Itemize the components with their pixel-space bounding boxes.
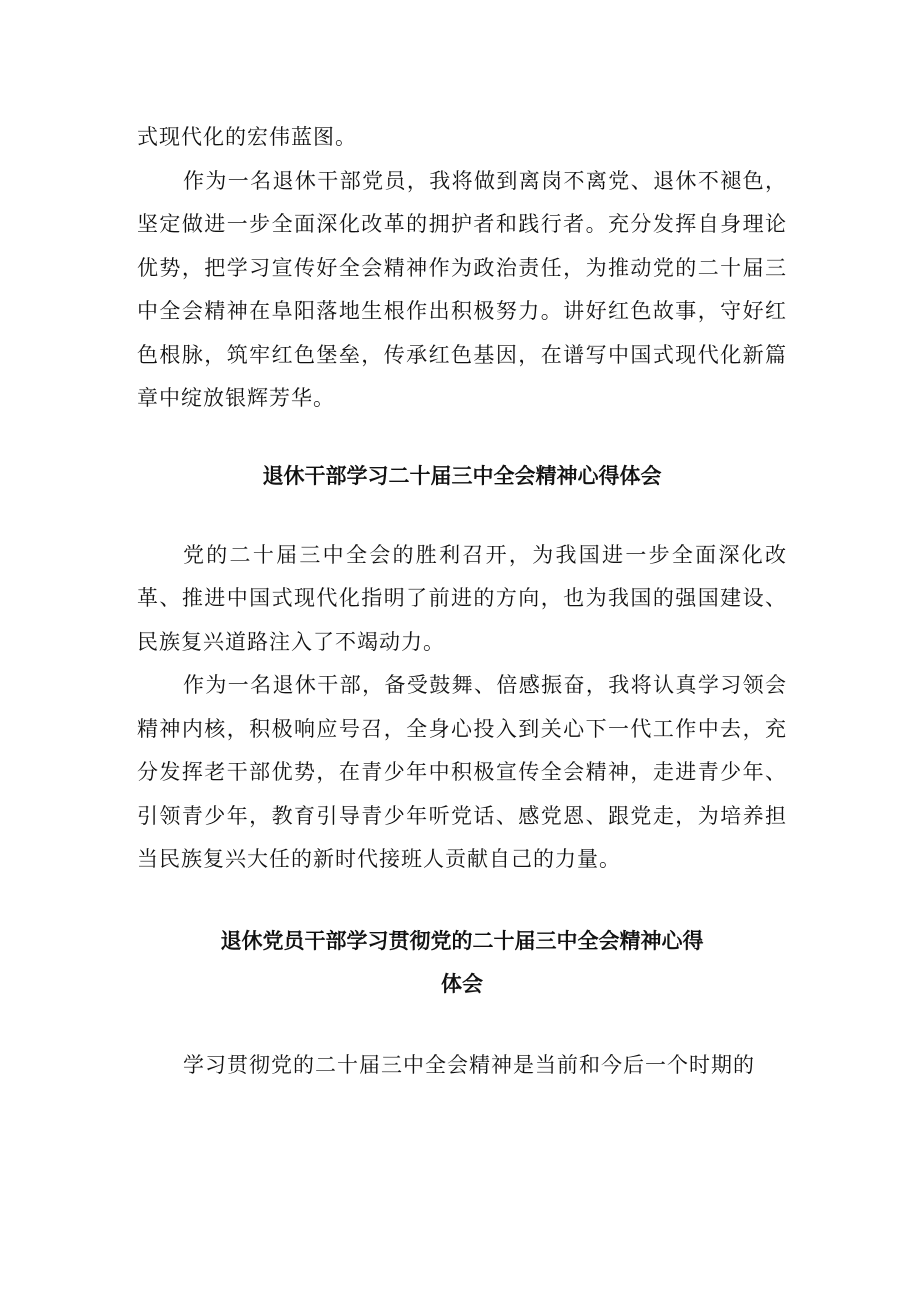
paragraph-study-opening: 学习贯彻党的二十届三中全会精神是当前和今后一个时期的 bbox=[183, 1052, 755, 1077]
section-heading-2 bbox=[137, 920, 787, 1006]
section-heading-2-line2: 体会 bbox=[441, 971, 483, 996]
paragraph-intro-tail: 式现代化的宏伟蓝图。 bbox=[137, 125, 357, 149]
paragraph-youth-work: 作为一名退休干部，备受鼓舞、倍感振奋，我将认真学习领会精神内核，积极响应号召，全身心投入到关心下一代工作中去，充分发挥老干部优势，在青少年中积极宣传全会精神，走进青少年、引领青少年，教育引导青少年听党话、感党恩、跟党走，为培养担当民族复兴大任的新时代接班人贡献自己的力量。 bbox=[137, 673, 787, 871]
paragraph-retired-cadre-commitment: 作为一名退休干部党员，我将做到离岗不离党、退休不褪色，坚定做进一步全面深化改革的拥护者和践行者。充分发挥自身理论优势，把学习宣传好全会精神作为政治责任，为推动党的二十届三中全会精神在阜阳落地生根作出积极努力。讲好红色故事，守好红色根脉，筑牢红色堡垒，传承红色基因，在谱写中国式现代化新篇章中绽放银辉芳华。 bbox=[137, 168, 787, 410]
paragraph-plenum-significance: 党的二十届三中全会的胜利召开，为我国进一步全面深化改革、推进中国式现代化指明了前进的方向，也为我国的强国建设、民族复兴道路注入了不竭动力。 bbox=[137, 542, 787, 654]
section-heading-1: 退休干部学习二十届三中全会精神心得体会 bbox=[262, 463, 662, 488]
document-body bbox=[137, 116, 787, 1087]
section-heading-2-line1: 退休党员干部学习贯彻党的二十届三中全会精神心得 bbox=[220, 928, 704, 953]
